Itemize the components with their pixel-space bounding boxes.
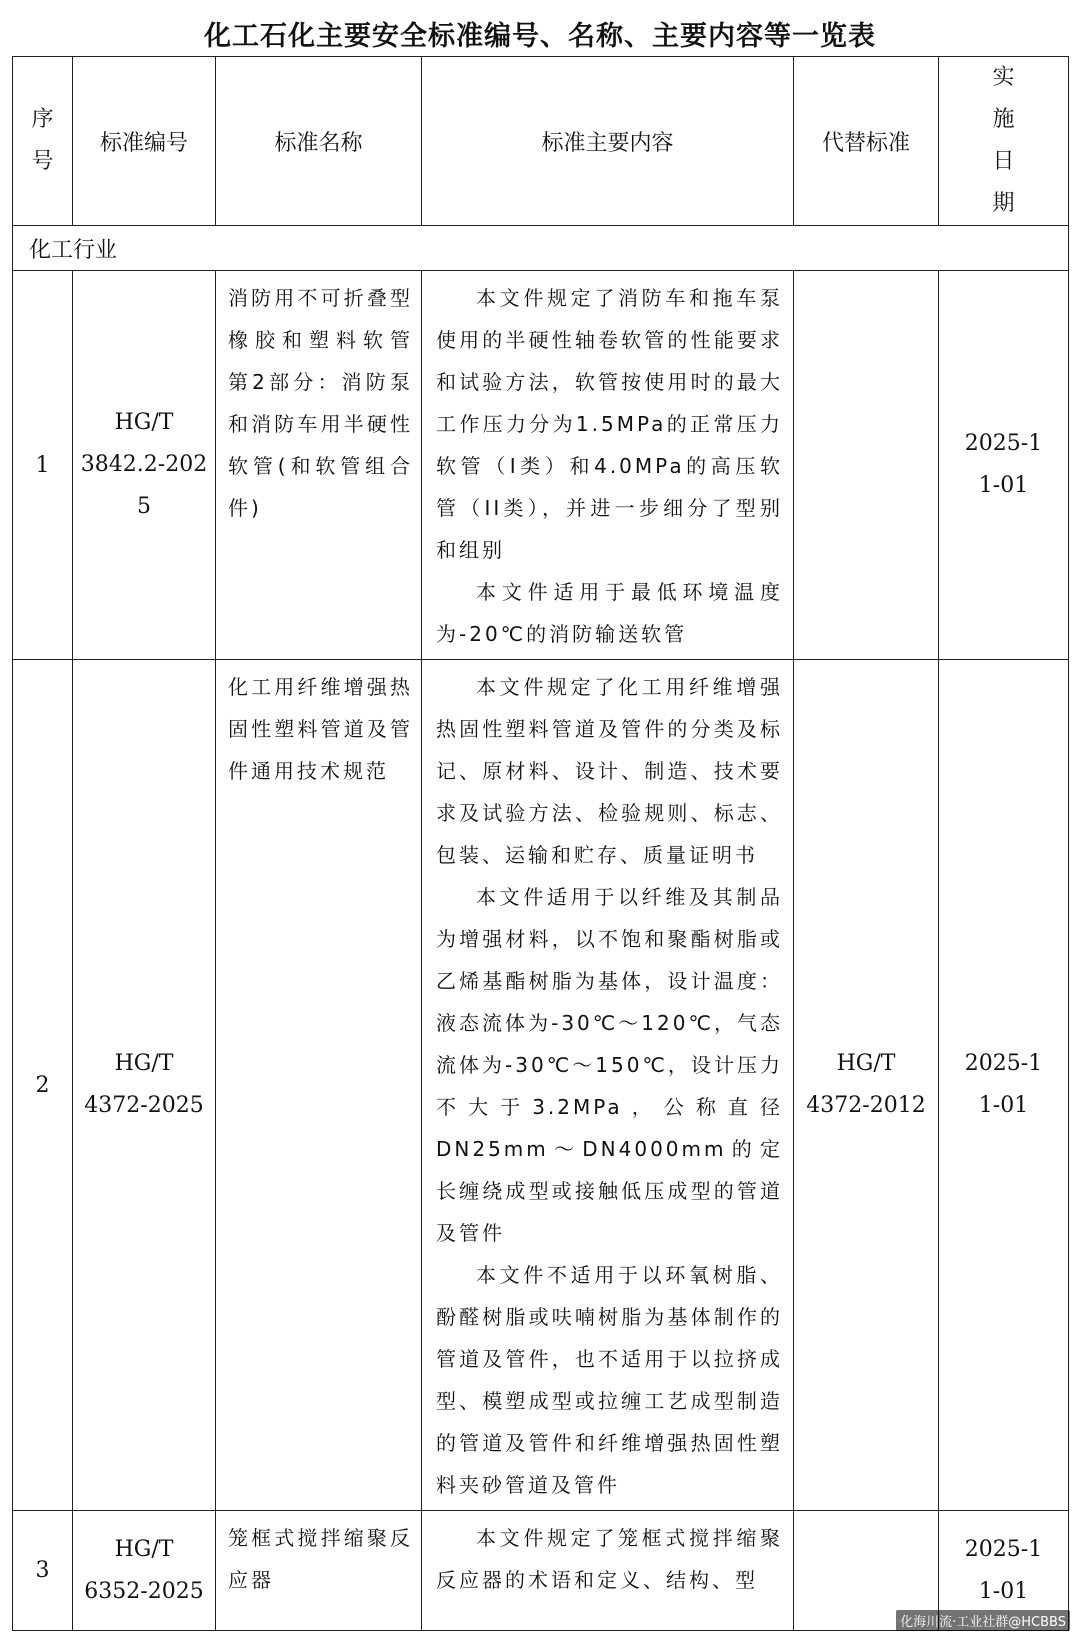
row-seq: 3	[13, 1511, 73, 1631]
row-content: 本文件规定了笼框式搅拌缩聚反应器的术语和定义、结构、型	[422, 1511, 794, 1631]
section-label: 化工行业	[13, 226, 1069, 271]
row-code: HG/T 4372-2025	[73, 660, 216, 1511]
row-name: 笼框式搅拌缩聚反应器	[216, 1511, 422, 1631]
header-replaces: 代替标准	[794, 57, 939, 226]
header-row	[13, 57, 1069, 226]
row-replaces: HG/T 4372-2012	[794, 660, 939, 1511]
row-name: 化工用纤维增强热固性塑料管道及管件通用技术规范	[216, 660, 422, 1511]
section-row	[13, 226, 1069, 271]
row-name: 消防用不可折叠型橡胶和塑料软管 第2部分：消防泵和消防车用半硬性软管(和软管组合件)	[216, 271, 422, 660]
row-content: 本文件规定了消防车和拖车泵使用的半硬性轴卷软管的性能要求和试验方法，软管按使用时的最大工作压力分为1.5MPa的正常压力软管（I类）和4.0MPa的高压软管（II类），并进一步细分了型别和组别 本文件适用于最低环境温度为-20℃的消防输送软管	[422, 271, 794, 660]
row-content: 本文件规定了化工用纤维增强热固性塑料管道及管件的分类及标记、原材料、设计、制造、技术要求及试验方法、检验规则、标志、包装、运输和贮存、质量证明书 本文件适用于以纤维及其制品为增强材料，以不饱和聚酯树脂或乙烯基酯树脂为基体，设计温度：液态流体为-30℃～120℃，气态流体为-30℃～150℃，设计压力不大于3.2MPa，公称直径DN25mm～DN4000mm的定长缠绕成型或接触低压成型的管道及管件 本文件不适用于以环氧树脂、酚醛树脂或呋喃树脂为基体制作的管道及管件，也不适用于以拉挤成型、模塑成型或拉缠工艺成型制造的管道及管件和纤维增强热固性塑料夹砂管道及管件	[422, 660, 794, 1511]
header-name: 标准名称	[216, 57, 422, 226]
header-code: 标准编号	[73, 57, 216, 226]
row-code: HG/T 3842.2-202 5	[73, 271, 216, 660]
row-code: HG/T 6352-2025	[73, 1511, 216, 1631]
row-date: 2025-1 1-01	[939, 660, 1069, 1511]
row-seq: 2	[13, 660, 73, 1511]
table-row	[13, 271, 1069, 660]
header-content: 标准主要内容	[422, 57, 794, 226]
standards-table	[12, 56, 1069, 1631]
watermark: 化海川流·工业社群@HCBBS	[896, 1610, 1070, 1631]
table-row	[13, 660, 1069, 1511]
header-seq: 序 号	[13, 57, 73, 226]
row-date: 2025-1 1-01	[939, 1511, 1069, 1631]
row-seq: 1	[13, 271, 73, 660]
row-replaces	[794, 271, 939, 660]
row-date: 2025-1 1-01	[939, 271, 1069, 660]
page-title: 化工石化主要安全标准编号、名称、主要内容等一览表	[204, 21, 876, 52]
header-date: 实 施 日 期	[939, 57, 1069, 226]
